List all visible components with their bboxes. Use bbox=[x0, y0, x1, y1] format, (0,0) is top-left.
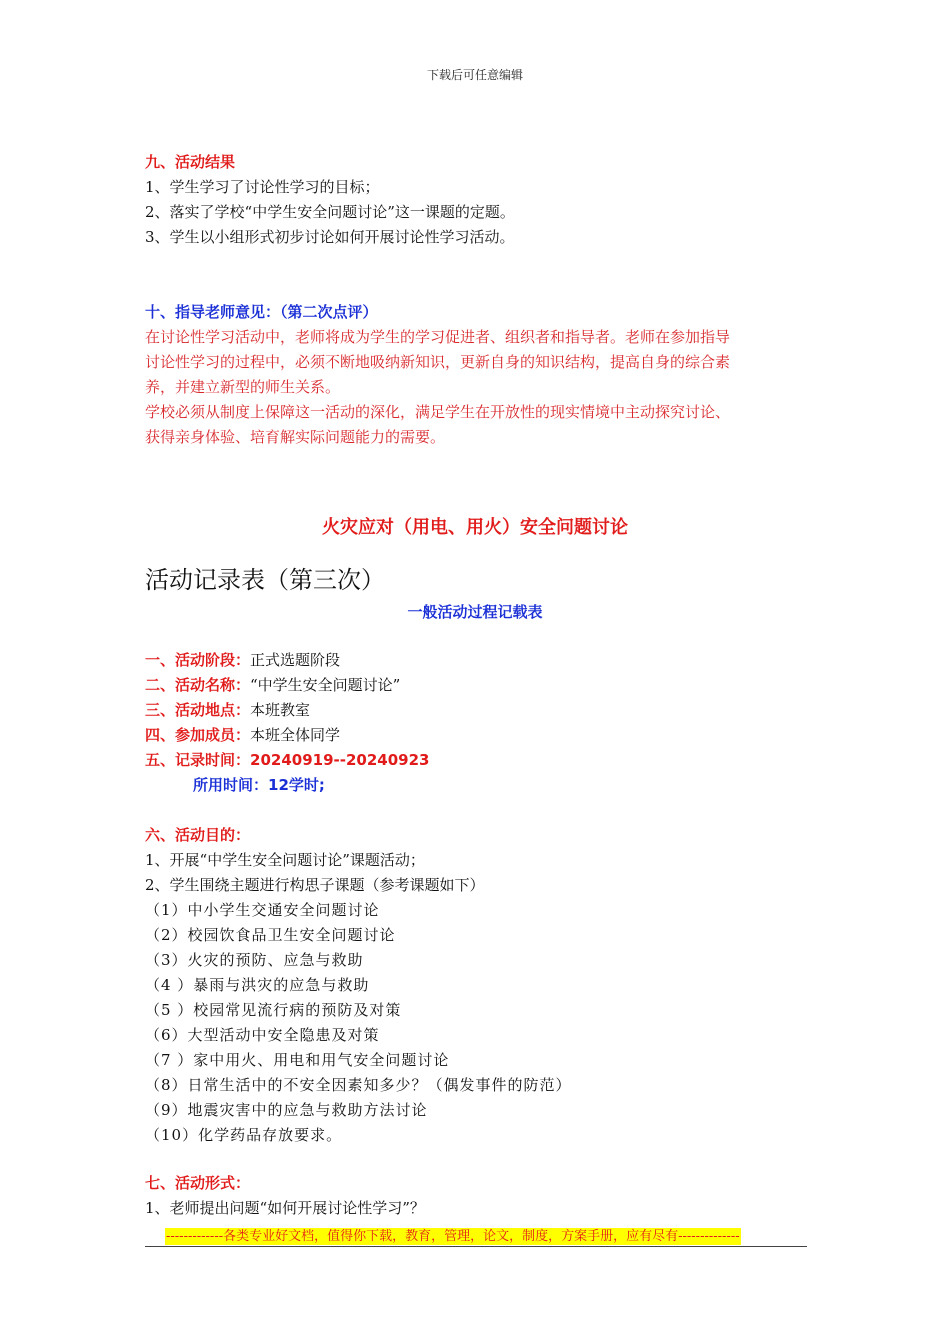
footer-divider bbox=[145, 1246, 807, 1247]
section10-line: 学校必须从制度上保障这一活动的深化，满足学生在开放性的现实情境中主动探究讨论、 bbox=[145, 403, 731, 421]
section6-heading: 六、活动目的： bbox=[145, 826, 251, 844]
section10-line: 在讨论性学习活动中，老师将成为学生的学习促进者、组织者和指导者。老师在参加指导 bbox=[145, 328, 731, 346]
subtopic-item: （2）校园饮食品卫生安全问题讨论 bbox=[145, 926, 396, 944]
document-title: 火灾应对（用电、用火）安全问题讨论 bbox=[322, 517, 628, 538]
subtopic-item: （6）大型活动中安全隐患及对策 bbox=[145, 1026, 380, 1044]
footer-banner: -------------各类专业好文档，值得你下载，教育，管理，论文，制度，方案手册，应有尽有-------------- bbox=[166, 1229, 740, 1244]
time-used: 所用时间：12学时; bbox=[193, 776, 325, 794]
subtopic-item: （3）火灾的预防、应急与救助 bbox=[145, 951, 364, 969]
field-value: 20240919--20240923 bbox=[250, 751, 430, 769]
section10-line: 获得亲身体验、培育解实际问题能力的需要。 bbox=[145, 428, 446, 446]
field-label: 二、活动名称： bbox=[145, 676, 251, 694]
section9-item: 1、学生学习了讨论性学习的目标； bbox=[145, 178, 380, 196]
field-name bbox=[145, 675, 400, 695]
record-subtitle: 一般活动过程记载表 bbox=[407, 603, 543, 621]
field-value: “中学生安全问题讨论” bbox=[250, 676, 401, 694]
field-members bbox=[145, 725, 340, 745]
section10-line: 讨论性学习的过程中，必须不断地吸纳新知识，更新自身的知识结构，提高自身的综合素 bbox=[145, 353, 731, 371]
subtopic-item: （9）地震灾害中的应急与救助方法讨论 bbox=[145, 1101, 428, 1119]
section9-item: 2、落实了学校“中学生安全问题讨论”这一课题的定题。 bbox=[145, 203, 515, 221]
field-value: 正式选题阶段 bbox=[250, 651, 341, 669]
field-label: 五、记录时间： bbox=[145, 751, 251, 769]
field-record-time bbox=[145, 750, 429, 770]
section10-heading: 十、指导老师意见：（第二次点评） bbox=[145, 303, 378, 321]
section10-line: 养，并建立新型的师生关系。 bbox=[145, 378, 341, 396]
field-value: 本班教室 bbox=[250, 701, 311, 719]
page-header: 下载后可任意编辑 bbox=[426, 68, 523, 82]
field-label: 一、活动阶段： bbox=[145, 651, 251, 669]
field-label: 三、活动地点： bbox=[145, 701, 251, 719]
section7-heading: 七、活动形式： bbox=[145, 1174, 251, 1192]
field-stage bbox=[145, 650, 340, 670]
subtopic-item: （4 ）暴雨与洪灾的应急与救助 bbox=[145, 976, 370, 994]
field-location bbox=[145, 700, 310, 720]
section6-item: 2、学生围绕主题进行构思子课题（参考课题如下） bbox=[145, 876, 485, 894]
subtopic-item: （8）日常生活中的不安全因素知多少？（偶发事件的防范） bbox=[145, 1076, 572, 1094]
section9-heading: 九、活动结果 bbox=[145, 153, 236, 171]
subtopic-item: （1）中小学生交通安全问题讨论 bbox=[145, 901, 380, 919]
field-label: 四、参加成员： bbox=[145, 726, 251, 744]
subtopic-item: （10）化学药品存放要求。 bbox=[145, 1126, 343, 1144]
record-title: 活动记录表（第三次） bbox=[145, 566, 385, 594]
subtopic-item: （5 ）校园常见流行病的预防及对策 bbox=[145, 1001, 402, 1019]
field-value: 本班全体同学 bbox=[250, 726, 341, 744]
section7-item: 1、老师提出问题“如何开展讨论性学习”？ bbox=[145, 1199, 425, 1217]
section9-item: 3、学生以小组形式初步讨论如何开展讨论性学习活动。 bbox=[145, 228, 515, 246]
subtopic-item: （7 ）家中用火、用电和用气安全问题讨论 bbox=[145, 1051, 450, 1069]
section6-item: 1、开展“中学生安全问题讨论”课题活动； bbox=[145, 851, 425, 869]
